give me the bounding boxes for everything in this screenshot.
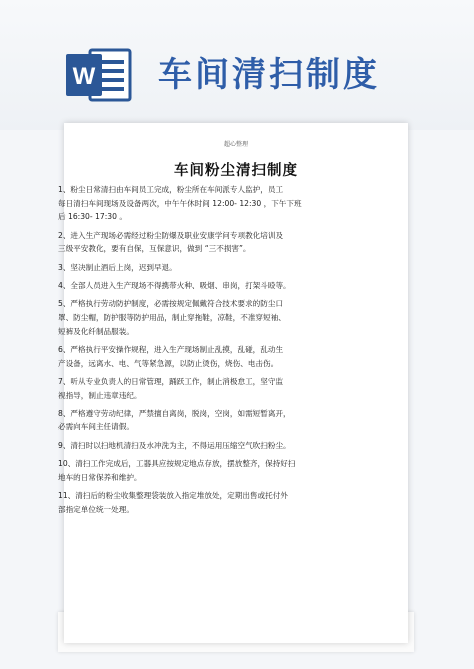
rule-paragraph-5 [58, 297, 358, 338]
rule-line: 部指定单位统一处理。 [58, 504, 134, 514]
rule-line: 地车的日常保养和维护。 [58, 472, 142, 482]
document-header-note: 超心整理 [223, 141, 248, 148]
rule-line: 7、听从专业负责人的日常管理，踊跃工作，制止消极怠工，坚守监 [58, 376, 284, 386]
rule-line: 8、严格遵守劳动纪律，严禁擅自离岗，脱岗，空岗，如需短暂离开， [58, 408, 291, 418]
rule-paragraph-11 [58, 489, 358, 516]
rule-paragraph-9 [58, 439, 358, 453]
rule-line: 3、坚决制止酒后上岗，迟到早退。 [58, 262, 177, 272]
document-body [58, 183, 358, 521]
document-title: 车间粉尘清扫制度 [174, 163, 298, 179]
rule-line: 6、严格执行平安操作规程，进入生产现场制止乱摸，乱碰，乱动生 [58, 344, 284, 354]
rule-line: 罩、防尘帽，防护服等防护用品，制止穿拖鞋，凉鞋，不准穿短袖、 [58, 312, 286, 322]
rule-line: 每日清扫车间现场及设备两次，中午午休时间 12:00- 12:30 ，下午下班 [58, 198, 302, 208]
rule-paragraph-2 [58, 229, 358, 256]
rule-line: 4、全部人员进入生产现场不得携带火种、吸烟、串岗，打架斗殴等。 [58, 280, 291, 290]
rule-line: 后 16:30- 17:30 。 [58, 212, 127, 222]
rule-line: 5、严格执行劳动防护制度，必需按规定佩戴符合技术要求的防尘口 [58, 299, 284, 309]
rule-line: 10、清扫工作完成后，工器具应按规定地点存放，摆放整齐，保持好扫 [58, 459, 296, 469]
rule-line: 三级平安教化，要有自保，互保意识，做到 “三不损害”。 [58, 244, 251, 254]
word-document-icon [64, 44, 134, 106]
rule-paragraph-8 [58, 407, 358, 434]
page-title: 车间清扫制度 [158, 55, 380, 95]
rule-paragraph-3 [58, 261, 358, 275]
rule-line: 11、清扫后的粉尘收集整理袋装放入指定堆放处，定期出售或托付外 [58, 491, 288, 501]
rule-line: 必需向车间主任请假。 [58, 422, 134, 432]
rule-line: 2、进入生产现场必需经过粉尘防爆及职业安康学问专项教化培训及 [58, 230, 284, 240]
logo-letter: W [72, 63, 96, 90]
rule-paragraph-10 [58, 457, 358, 484]
rule-paragraph-6 [58, 343, 358, 370]
rule-paragraph-7 [58, 375, 358, 402]
rule-line: 1、粉尘日常清扫由车间员工完成，粉尘所在车间派专人监护，员工 [58, 185, 284, 194]
rule-line: 9、清扫时以扫地机清扫及水冲洗为主，不得运用压缩空气吹扫粉尘。 [58, 440, 291, 450]
rule-line: 短裤及化纤制品服装。 [58, 326, 134, 336]
rule-paragraph-1 [58, 183, 358, 224]
rule-line: 产设备，远离水、电、气等紧急源，以防止烫伤，烧伤、电击伤。 [58, 358, 279, 368]
rule-paragraph-4 [58, 279, 358, 293]
rule-line: 视指导，制止违章违纪。 [58, 390, 142, 400]
